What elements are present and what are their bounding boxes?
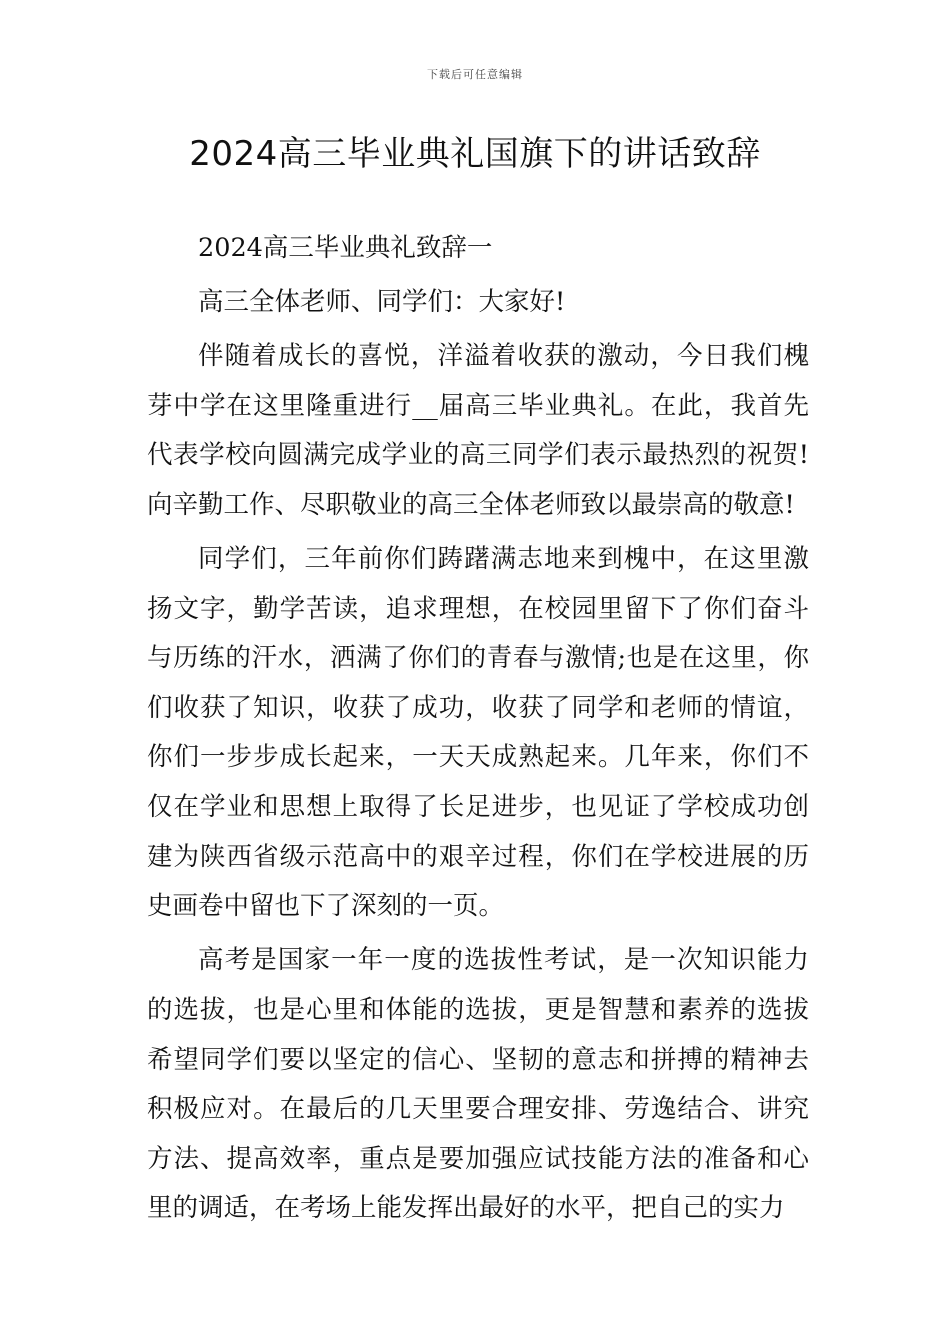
body-paragraph: 伴随着成长的喜悦，洋溢着收获的激动，今日我们槐芽中学在这里隆重进行__届高三毕业典礼。在此，我首先代表学校向圆满完成学业的高三同学们表示最热烈的祝贺!向辛勤工作、尽职敬业的高三全体老师致以最崇高的敬意!	[147, 341, 809, 520]
greeting-paragraph: 高三全体老师、同学们：大家好!	[198, 287, 566, 318]
body-paragraph: 高考是国家一年一度的选拔性考试，是一次知识能力的选拔，也是心里和体能的选拔，更是智慧和素养的选拔希望同学们要以坚定的信心、坚韧的意志和拼搏的精神去积极应对。在最后的几天里要合理安排、劳逸结合、讲究方法、提高效率，重点是要加强应试技能方法的准备和心里的调适，在考场上能发挥出最好的水平，把自己的实力	[147, 945, 809, 1224]
document-title: 2024高三毕业典礼国旗下的讲话致辞	[189, 134, 761, 174]
document-body	[147, 224, 809, 1238]
subtitle-paragraph: 2024高三毕业典礼致辞一	[198, 233, 493, 263]
header-note: 下载后可任意编辑	[427, 68, 523, 81]
body-paragraph: 同学们，三年前你们踌躇满志地来到槐中，在这里激扬文字，勤学苦读，追求理想，在校园里留下了你们奋斗与历练的汗水，洒满了你们的青春与激情;也是在这里，你们收获了知识，收获了成功，收获了同学和老师的情谊，你们一步步成长起来，一天天成熟起来。几年来，你们不仅在学业和思想上取得了长足进步，也见证了学校成功创建为陕西省级示范高中的艰辛过程，你们在学校进展的历史画卷中留也下了深刻的一页。	[147, 544, 809, 922]
